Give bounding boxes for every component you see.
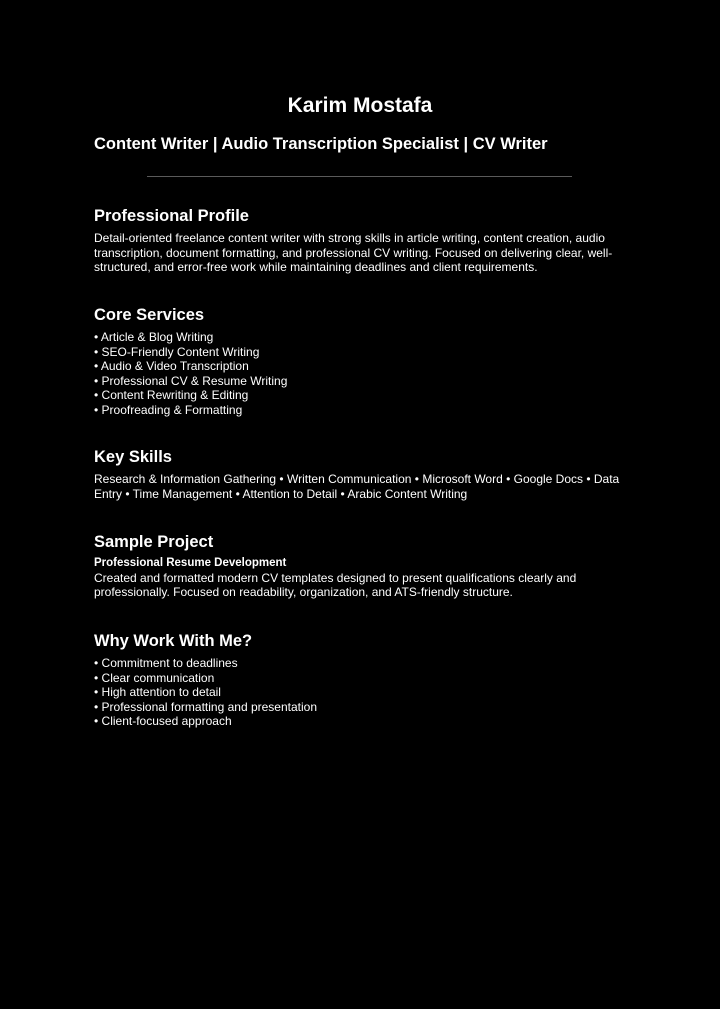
project-text: Created and formatted modern CV templates designed to present qualifications clearly and professionally. Focused on readability, organization, and ATS-friendly structure.	[94, 570, 577, 600]
project-title: Professional Resume Development	[94, 557, 287, 569]
profile-heading: Professional Profile	[94, 207, 249, 225]
list-item: • SEO-Friendly Content Writing	[94, 345, 634, 360]
skills-heading: Key Skills	[94, 448, 172, 466]
list-item: • Professional formatting and presentation	[94, 700, 634, 715]
project-section	[94, 531, 634, 600]
list-item: • Proofreading & Formatting	[94, 403, 634, 418]
list-item: • High attention to detail	[94, 685, 634, 700]
services-heading: Core Services	[94, 306, 205, 324]
list-item: • Clear communication	[94, 671, 634, 686]
list-item: • Content Rewriting & Editing	[94, 388, 634, 403]
profile-section	[94, 205, 634, 275]
list-item: • Professional CV & Resume Writing	[94, 374, 634, 389]
resume-headline: Content Writer | Audio Transcription Specialist | CV Writer	[94, 135, 548, 153]
header-divider	[147, 176, 572, 177]
list-item: • Article & Blog Writing	[94, 330, 634, 345]
list-item: • Audio & Video Transcription	[94, 359, 634, 374]
services-list	[94, 330, 634, 418]
why-section	[94, 630, 634, 729]
why-heading: Why Work With Me?	[94, 632, 253, 650]
list-item: • Client-focused approach	[94, 714, 634, 729]
list-item: • Commitment to deadlines	[94, 656, 634, 671]
skills-text: Research & Information Gathering • Written Communication • Microsoft Word • Google Docs • Data Entry • Time Management • Attention to Detail • Arabic Content Writing	[94, 472, 620, 501]
why-list	[94, 656, 634, 729]
skills-section	[94, 446, 634, 501]
resume-name: Karim Mostafa	[287, 94, 433, 117]
profile-text: Detail-oriented freelance content writer with strong skills in article writing, content creation, audio transcription, document formatting, and professional CV writing. Focused on delivering clear, well-structured, and error-free work while maintaining deadlines and client requirements.	[94, 231, 613, 275]
services-section	[94, 304, 634, 418]
project-heading: Sample Project	[94, 533, 214, 551]
